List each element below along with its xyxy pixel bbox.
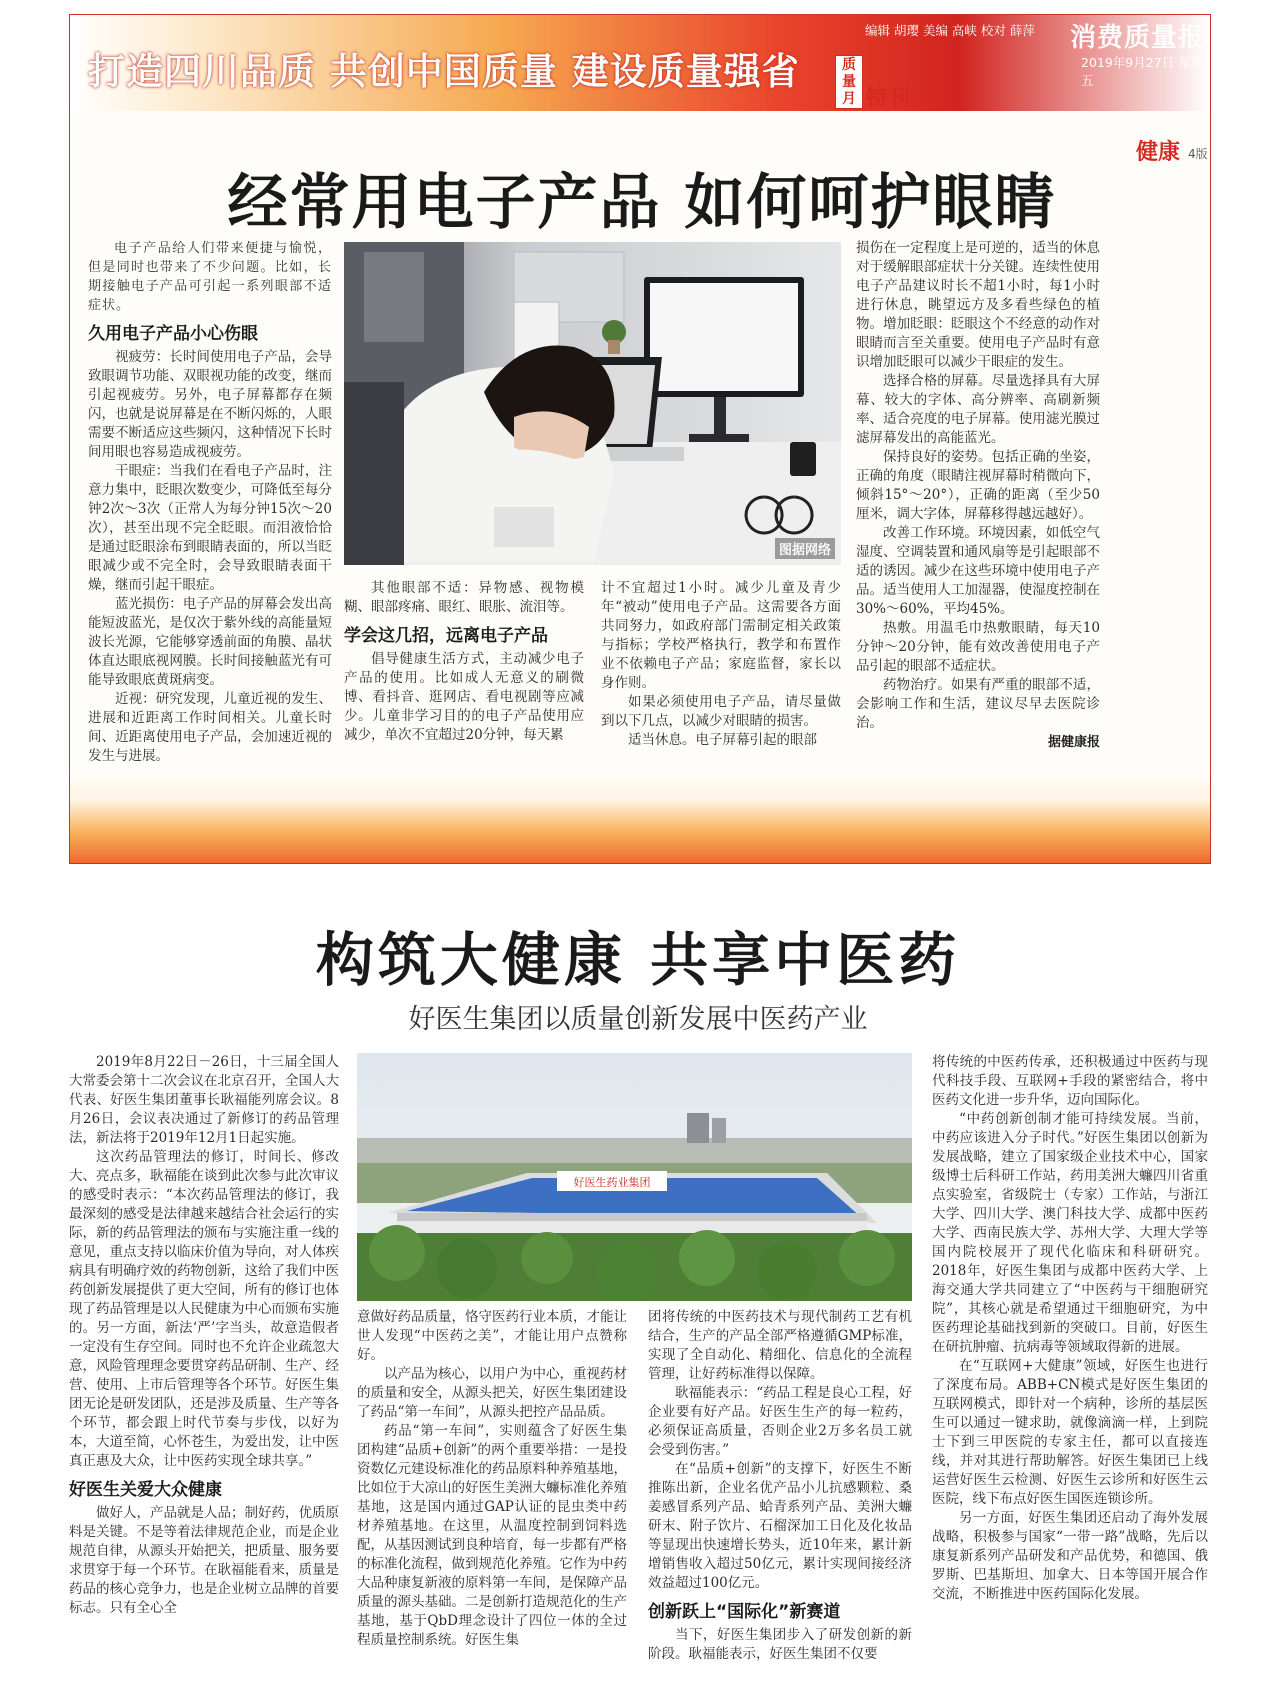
paragraph: 视疲劳：长时间使用电子产品，会导致眼调节功能、双眼视功能的改变，继而引起视疲劳。另外，电子屏幕都存在频闪，也就是说屏幕是在不断闪烁的，人眼需要不断适应这些频闪，这种情况下长时间用眼也容易造成视疲劳。: [88, 349, 332, 460]
page-number: 4版: [1188, 147, 1208, 161]
paragraph: 另一方面，好医生集团还启动了海外发展战略，积极参与国家“一带一路”战略，先后以康复新系列产品研发和产品优势，和德国、俄罗斯、巴基斯坦、加拿大、日本等国开展合作交流，不断推进中医药国际化发展。: [932, 1510, 1208, 1602]
article2-subhead-1: 好医生关爱大众健康: [69, 1480, 222, 1500]
article1-photo: [344, 242, 841, 565]
article1-column-3: [601, 579, 841, 750]
office-worker-illustration: [344, 242, 841, 565]
paragraph: 做好人，产品就是人品；制好药，优质原料是关键。不是等着法律规范企业，而是企业规范自律，从源头开始把关，把质量、服务要求贯穿于每一个环节。在耿福能看来，质量是药品的核心竞争力，也是企业树立品牌的首要标志。只有全心全: [69, 1505, 339, 1616]
paragraph: 近视：研究发现，儿童近视的发生、进展和近距离工作时间相关。儿童长时间、近距离使用电子产品，会加速近视的发生与进展。: [88, 691, 332, 764]
article2-column-2: [357, 1308, 627, 1650]
paragraph: 2019年8月22日－26日，十三届全国人大常委会第十二次会议在北京召开，全国人大代表、好医生集团董事长耿福能列席会议。8月26日，会议表决通过了新修订的药品管理法，新法将于2019年12月1日起实施。: [69, 1054, 339, 1146]
paragraph: 这次药品管理法的修订，时间长、修改大、亮点多，耿福能在谈到此次参与此次审议的感受时表示：“本次药品管理法的修订，我最深刻的感受是法律越来越结合社会运行的实际，新的药品管理法的颁布与实施注重一线的意见，重点支持以临床价值为导向，对人体疾病具有明确疗效的药物创新，这给了我们中医药创新发展提供了更大空间，所有的修订也体现了药品管理是以人民健康为中心而颁布实施的。另一方面，新法‘严’字当头，故意造假者一定没有生存空间。同时也不允许企业疏忽大意，风险管理理念要贯穿药品研制、生产、经营、使用、上市后管理等各个环节。好医生集团无论是研发团队，还是涉及质量、生产等各个环节，都会跟上时代节奏与步伐，以好为本，大道至简，心怀苍生，为爱出发，让中医真正惠及大众，让中医药实现全球共享。”: [69, 1149, 339, 1469]
article2-subheadline: 好医生集团以质量创新发展中医药产业: [408, 1004, 868, 1035]
special-issue-label: 特刊: [866, 85, 911, 111]
article2-column-1: [69, 1053, 339, 1618]
paragraph: 选择合格的屏幕。尽量选择具有大屏幕、较大的字体、高分辨率、高刷新频率、适合亮度的电子屏幕。使用滤光膜过滤屏幕发出的高能蓝光。: [856, 373, 1100, 446]
bottom-glow-decoration: [70, 773, 1210, 863]
paragraph: 保持良好的姿势。包括正确的坐姿，正确的角度（眼睛注视屏幕时稍微向下，倾斜15°～20°），正确的距离（至少50厘米，调大字体，屏幕移得越远越好）。: [856, 449, 1100, 522]
paragraph: 热敷。用温毛巾热敷眼睛，每天10分钟～20分钟，能有效改善使用电子产品引起的眼部不适症状。: [856, 620, 1100, 674]
paragraph: 如果必须使用电子产品，请尽量做到以下几点，以减少对眼睛的损害。: [601, 694, 841, 729]
article1-headline: 经常用电子产品 如何呵护眼睛: [227, 168, 1057, 238]
masthead-banner: [70, 15, 1210, 111]
editors-line: 编辑 胡璎 美编 高峡 校对 薛萍: [865, 23, 1035, 38]
feature-frame: [69, 14, 1211, 864]
paragraph: 计不宜超过1小时。减少儿童及青少年“被动”使用电子产品。这需要各方面共同努力，如政府部门需制定相关政策与指标；学校严格执行，教学和布置作业不依赖电子产品；家庭监督，家长以身作则。: [601, 580, 841, 691]
article1-subhead-1: 久用电子产品小心伤眼: [88, 324, 258, 344]
paragraph: 团将传统的中医药技术与现代制药工艺有机结合，生产的产品全部严格遵循GMP标准，实现了全自动化、精细化、信息化的全流程管理，让好药标准得以保障。: [648, 1309, 912, 1382]
paragraph: 药品“第一车间”，实则蕴含了好医生集团构建“品质+创新”的两个重要举措：一是投资数亿元建设标准化的药品原料种养殖基地，比如位于大凉山的好医生美洲大蠊标准化养殖基地，这是国内通过GAP认证的昆虫类中药材养殖基地。在这里，从温度控制到饲料选配，从基因测试到良种培育，每一步都有严格的标准化流程，做到规范化养殖。它作为中药大品种康复新液的原料第一车间，是保障产品质量的源头基础。二是创新打造规范化的生产基地，基于QbD理念设计了四位一体的全过程质量控制系统。好医生集: [357, 1423, 627, 1648]
article1-subhead-2: 学会这几招，远离电子产品: [344, 626, 548, 646]
article2-subhead-2: 创新跃上“国际化”新赛道: [648, 1602, 841, 1622]
article2-column-3: [648, 1308, 912, 1664]
factory-sign: 好医生药业集团: [573, 1176, 651, 1189]
factory-photo: [357, 1053, 912, 1301]
paragraph: 当下，好医生集团步入了研发创新的新阶段。耿福能表示，好医生集团不仅要: [648, 1627, 912, 1662]
article1-column-4: [856, 239, 1100, 752]
newspaper-name: 消费质量报: [1070, 23, 1206, 53]
paragraph: 将传统的中医药传承，还积极通过中医药与现代科技手段、互联网+手段的紧密结合，将中医药文化进一步升华，迈向国际化。: [932, 1054, 1208, 1108]
article2-headline: 构筑大健康 共享中医药: [315, 926, 961, 994]
paragraph: 损伤在一定程度上是可逆的，适当的休息对于缓解眼部症状十分关键。连续性使用电子产品建议时长不超1小时，每1小时进行休息，眺望远方及多看些绿色的植物。增加眨眼：眨眼这个不经意的动作对眼睛而言至关重要。使用电子产品时有意识增加眨眼可以减少干眼症的发生。: [856, 240, 1100, 370]
paragraph: 倡导健康生活方式，主动减少电子产品的使用。比如成人无意义的刷微博、看抖音、逛网店、看电视剧等应减少。儿童非学习目的的电子产品使用应减少，单次不宜超过20分钟，每天累: [344, 651, 584, 743]
paragraph: 以产品为核心，以用户为中心，重视药材的质量和安全，从源头把关，好医生集团建设了药品“第一车间”，从源头把控产品品质。: [357, 1366, 627, 1420]
paragraph: 意做好药品质量，恪守医药行业本质，才能让世人发现“中医药之美”，才能让用户点赞称好。: [357, 1309, 627, 1363]
article2-column-4: [932, 1053, 1208, 1604]
paragraph: 其他眼部不适：异物感、视物模糊、眼部疼痛、眼红、眼胀、流泪等。: [344, 580, 584, 615]
paragraph: 蓝光损伤：电子产品的屏幕会发出高能短波蓝光，是仅次于紫外线的高能量短波长光源，它能够穿透前面的角膜、晶状体直达眼底视网膜。长时间接触蓝光有可能导致眼底黄斑病变。: [88, 596, 332, 688]
paragraph: 适当休息。电子屏幕引起的眼部: [628, 732, 817, 748]
section-label: 健康: [1136, 139, 1181, 165]
article1-column-2: [344, 579, 584, 745]
masthead-slogan: 打造四川品质 共创中国质量 建设质量强省: [88, 50, 800, 93]
paragraph: 干眼症：当我们在看电子产品时，注意力集中，眨眼次数变少，可降低至每分钟2次～3次（正常人为每分钟15次～20次），甚至出现不完全眨眼。而泪液恰恰是通过眨眼涂布到眼睛表面的，所以当眨眼减少或不完全时，会导致眼睛表面干燥，继而引起干眼症。: [88, 463, 332, 593]
quality-month-badge: 质量月: [835, 55, 863, 109]
photo-credit: 图据网络: [775, 538, 835, 559]
issue-date: 2019年9月27日 星期五: [1081, 55, 1204, 88]
paragraph: 药物治疗。如果有严重的眼部不适，会影响工作和生活，建议尽早去医院诊治。: [856, 677, 1100, 731]
paragraph: 在“互联网+大健康”领域，好医生也进行了深度布局。ABB+CN模式是好医生集团的互联网模式，即针对一个病种，诊所的基层医生可以通过一键求助，就像滴滴一样，上到院士下到三甲医院的专家主任，都可以直接连线，并对其进行帮助解答。好医生集团已上线运营好医生云检测、好医生云诊所和好医生云医院，线下布点好医生国医连锁诊所。: [932, 1358, 1208, 1507]
paragraph: 改善工作环境。环境因素，如低空气湿度、空调装置和通风扇等是引起眼部不适的诱因。减少在这些环境中使用电子产品。适当使用人工加湿器，使湿度控制在30%～60%，平均45%。: [856, 525, 1100, 617]
article1-source: 据健康报: [1047, 735, 1100, 750]
factory-aerial-illustration: [357, 1053, 912, 1301]
paragraph: “中药创新创制才能可持续发展。当前，中药应该进入分子时代。”好医生集团以创新为发展战略，建立了国家级企业技术中心，国家级博士后科研工作站，药用美洲大蠊四川省重点实验室，省级院士（专家）工作站，与浙江大学、四川大学、澳门科技大学、成都中医药大学、西南民族大学、苏州大学、大理大学等国内院校展开了现代化临床和科研研究。2018年，好医生集团与成都中医药大学、上海交通大学共同建立了“中医药与干细胞研究院”，其核心就是希望通过干细胞研究，为中医药理论基础找到新的突破口。目前，好医生在研抗肿瘤、抗病毒等领域取得新的进展。: [932, 1111, 1208, 1355]
article1-intro: 电子产品给人们带来便捷与愉悦，但是同时也带来了不少问题。比如，长期接触电子产品可引起一系列眼部不适症状。: [88, 241, 332, 313]
article1-column-1: [88, 239, 332, 766]
paragraph: 耿福能表示：“药品工程是良心工程，好企业要有好产品。好医生生产的每一粒药，必须保证高质量，否则企业2万多名员工就会受到伤害。”: [648, 1385, 912, 1458]
paragraph: 在“品质+创新”的支撑下，好医生不断推陈出新，企业名优产品小儿抗感颗粒、桑姜感冒系列产品、蛤青系列产品、美洲大蠊研末、附子饮片、石榴深加工日化及化妆品等显现出快速增长势头，近10年来，累计新增销售收入超过50亿元，累计实现间接经济效益超过100亿元。: [648, 1461, 912, 1591]
